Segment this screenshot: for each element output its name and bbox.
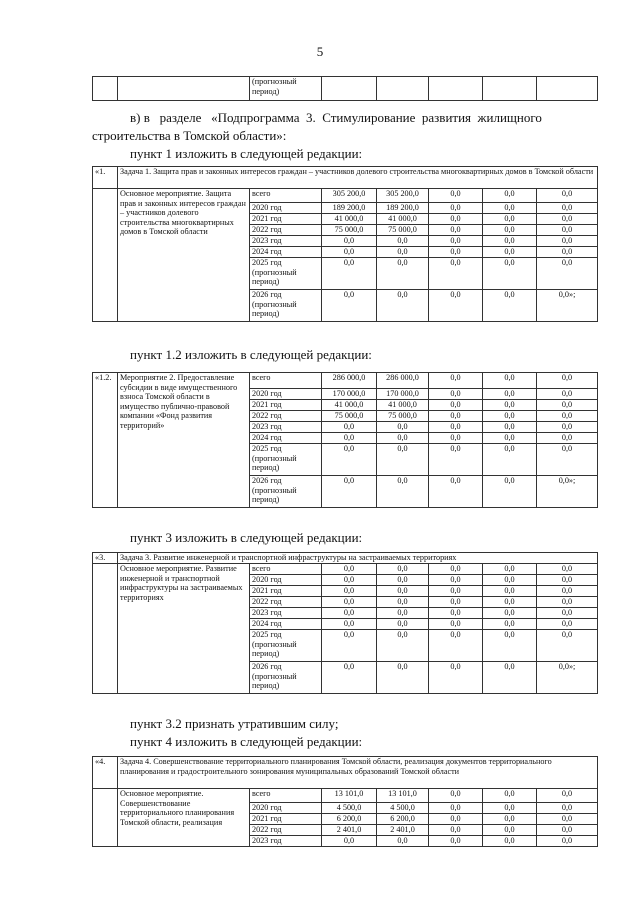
year-cell: 2022 год — [250, 225, 322, 236]
value-cell: 41 000,0 — [377, 214, 429, 225]
item-1-heading: пункт 1 изложить в следующей редакции: — [130, 146, 363, 161]
value-cell: 0,0 — [537, 258, 598, 290]
value-cell: 0,0 — [483, 258, 537, 290]
year-cell: 2020 год — [250, 575, 322, 586]
year-cell: 2021 год — [250, 214, 322, 225]
year-cell: всего — [250, 789, 322, 803]
value-cell: 0,0 — [429, 825, 483, 836]
value-cell: 0,0 — [537, 203, 598, 214]
value-cell: 286 000,0 — [322, 373, 377, 389]
value-cell: 0,0 — [429, 400, 483, 411]
row-number-cell — [93, 189, 118, 322]
measure-description: Основное мероприятие. Защита прав и законных интересов граждан – участников долевого строительства многоквартирных домов в Томской области — [118, 189, 250, 322]
value-cell: 13 101,0 — [322, 789, 377, 803]
value-cell: 305 200,0 — [322, 189, 377, 203]
year-cell: 2025 год (прогнозный период) — [250, 630, 322, 662]
value-cell: 0,0 — [537, 630, 598, 662]
value-cell: 0,0 — [322, 586, 377, 597]
value-cell: 0,0 — [429, 564, 483, 575]
value-cell: 0,0 — [429, 575, 483, 586]
value-cell: 0,0 — [429, 608, 483, 619]
value-cell: 75 000,0 — [322, 411, 377, 422]
value-cell: 0,0»; — [537, 476, 598, 508]
value-cell: 0,0 — [537, 814, 598, 825]
value-cell: 0,0 — [322, 630, 377, 662]
year-cell: 2024 год — [250, 433, 322, 444]
value-cell: 0,0 — [377, 433, 429, 444]
row-number-cell — [93, 789, 118, 847]
year-cell: 2020 год — [250, 203, 322, 214]
value-cell: 0,0 — [429, 389, 483, 400]
year-cell: 2026 год (прогнозный период) — [250, 662, 322, 694]
task-header: Задача 1. Защита прав и законных интересов граждан – участников долевого строительства многоквартирных домов в Томской области — [118, 167, 598, 189]
year-cell: 2023 год — [250, 236, 322, 247]
item-3-heading: пункт 3 изложить в следующей редакции: — [130, 530, 363, 545]
value-cell: 0,0 — [483, 236, 537, 247]
value-cell: 170 000,0 — [377, 389, 429, 400]
value-cell: 75 000,0 — [377, 411, 429, 422]
value-cell: 0,0 — [377, 258, 429, 290]
value-cell: 0,0 — [377, 836, 429, 847]
value-cell: 0,0 — [322, 433, 377, 444]
value-cell: 0,0 — [429, 373, 483, 389]
value-cell: 0,0 — [377, 290, 429, 322]
value-cell: 0,0 — [537, 803, 598, 814]
value-cell: 13 101,0 — [377, 789, 429, 803]
value-cell: 6 200,0 — [322, 814, 377, 825]
value-cell: 0,0 — [537, 189, 598, 203]
value-cell: 0,0 — [537, 236, 598, 247]
value-cell: 0,0 — [483, 290, 537, 322]
row-number: «1. — [93, 167, 118, 189]
value-cell: 0,0 — [322, 836, 377, 847]
value-cell: 0,0 — [322, 290, 377, 322]
year-cell: всего — [250, 189, 322, 203]
year-cell: 2022 год — [250, 825, 322, 836]
value-cell: 0,0 — [483, 214, 537, 225]
value-cell: 0,0 — [483, 662, 537, 694]
value-cell: 0,0 — [483, 422, 537, 433]
value-cell: 0,0 — [322, 564, 377, 575]
year-cell: 2025 год (прогнозный период) — [250, 444, 322, 476]
value-cell: 0,0 — [429, 236, 483, 247]
value-cell: 0,0 — [483, 225, 537, 236]
value-cell: 0,0 — [483, 564, 537, 575]
empty-cell — [537, 77, 598, 101]
measure-description: Мероприятие 2. Предоставление субсидии в виде имущественного взноса Томской области в имущество публично-правовой компании «Фонд развития территорий» — [118, 373, 250, 508]
year-cell: 2021 год — [250, 400, 322, 411]
value-cell: 0,0 — [429, 476, 483, 508]
value-cell: 0,0 — [429, 586, 483, 597]
value-cell: 0,0 — [483, 789, 537, 803]
value-cell: 0,0 — [322, 619, 377, 630]
table-task-4 — [92, 756, 598, 847]
value-cell: 0,0 — [429, 203, 483, 214]
year-cell: 2026 год (прогнозный период) — [250, 290, 322, 322]
year-cell: 2026 год (прогнозный период) — [250, 476, 322, 508]
value-cell: 0,0 — [429, 189, 483, 203]
value-cell: 305 200,0 — [377, 189, 429, 203]
value-cell: 0,0 — [429, 789, 483, 803]
value-cell: 0,0 — [483, 586, 537, 597]
value-cell: 0,0 — [537, 411, 598, 422]
value-cell: 0,0 — [429, 803, 483, 814]
value-cell: 0,0 — [537, 225, 598, 236]
value-cell: 0,0 — [377, 630, 429, 662]
value-cell: 0,0 — [377, 564, 429, 575]
value-cell: 0,0 — [483, 619, 537, 630]
value-cell: 0,0 — [537, 444, 598, 476]
value-cell: 0,0»; — [537, 662, 598, 694]
year-cell: 2023 год — [250, 422, 322, 433]
value-cell: 0,0 — [483, 814, 537, 825]
value-cell: 0,0 — [483, 189, 537, 203]
value-cell: 0,0 — [537, 564, 598, 575]
value-cell: 0,0 — [483, 803, 537, 814]
value-cell: 0,0 — [377, 619, 429, 630]
value-cell: 0,0»; — [537, 290, 598, 322]
value-cell: 0,0 — [322, 662, 377, 694]
value-cell: 0,0 — [322, 236, 377, 247]
value-cell: 0,0 — [429, 630, 483, 662]
value-cell: 41 000,0 — [322, 400, 377, 411]
empty-cell — [377, 77, 429, 101]
table-measure-1-2 — [92, 372, 598, 508]
value-cell: 0,0 — [322, 258, 377, 290]
value-cell: 0,0 — [377, 476, 429, 508]
value-cell: 0,0 — [483, 597, 537, 608]
task-header: Задача 3. Развитие инженерной и транспортной инфраструктуры на застраиваемых территориях — [118, 553, 598, 564]
value-cell: 0,0 — [483, 575, 537, 586]
value-cell: 0,0 — [483, 389, 537, 400]
year-cell: 2025 год (прогнозный период) — [250, 258, 322, 290]
value-cell: 0,0 — [429, 258, 483, 290]
value-cell: 189 200,0 — [322, 203, 377, 214]
value-cell: 0,0 — [537, 214, 598, 225]
value-cell: 0,0 — [537, 422, 598, 433]
value-cell: 41 000,0 — [322, 214, 377, 225]
value-cell: 0,0 — [322, 247, 377, 258]
value-cell: 0,0 — [429, 814, 483, 825]
value-cell: 286 000,0 — [377, 373, 429, 389]
table-task-3 — [92, 552, 598, 694]
year-cell: 2020 год — [250, 389, 322, 400]
value-cell: 0,0 — [322, 597, 377, 608]
empty-cell — [93, 77, 118, 101]
value-cell: 0,0 — [537, 389, 598, 400]
value-cell: 0,0 — [377, 586, 429, 597]
value-cell: 0,0 — [377, 422, 429, 433]
value-cell: 0,0 — [429, 247, 483, 258]
value-cell: 2 401,0 — [377, 825, 429, 836]
top-table — [92, 76, 598, 101]
value-cell: 189 200,0 — [377, 203, 429, 214]
measure-description: Основное мероприятие. Совершенствование территориального планирования Томской области, реализация — [118, 789, 250, 847]
value-cell: 0,0 — [537, 247, 598, 258]
value-cell: 0,0 — [483, 247, 537, 258]
value-cell: 0,0 — [377, 608, 429, 619]
year-cell: 2022 год — [250, 597, 322, 608]
table-row — [93, 564, 598, 575]
value-cell: 0,0 — [537, 575, 598, 586]
value-cell: 0,0 — [429, 290, 483, 322]
year-cell: всего — [250, 373, 322, 389]
value-cell: 0,0 — [429, 597, 483, 608]
value-cell: 2 401,0 — [322, 825, 377, 836]
year-cell: 2023 год — [250, 608, 322, 619]
table-row — [93, 789, 598, 803]
value-cell: 0,0 — [429, 619, 483, 630]
empty-cell — [429, 77, 483, 101]
value-cell: 0,0 — [429, 662, 483, 694]
value-cell: 0,0 — [537, 373, 598, 389]
row-number: «3. — [93, 553, 118, 564]
empty-cell — [483, 77, 537, 101]
row-number-cell — [93, 564, 118, 694]
row-number-cell: «1.2. — [93, 373, 118, 508]
value-cell: 0,0 — [483, 444, 537, 476]
year-cell: 2021 год — [250, 814, 322, 825]
value-cell: 0,0 — [429, 444, 483, 476]
year-cell: 2021 год — [250, 586, 322, 597]
value-cell: 75 000,0 — [377, 225, 429, 236]
period-label: (прогнозный период) — [250, 77, 322, 101]
value-cell: 41 000,0 — [377, 400, 429, 411]
year-cell: 2024 год — [250, 619, 322, 630]
value-cell: 0,0 — [429, 422, 483, 433]
value-cell: 6 200,0 — [377, 814, 429, 825]
value-cell: 0,0 — [322, 608, 377, 619]
value-cell: 0,0 — [322, 444, 377, 476]
value-cell: 0,0 — [377, 247, 429, 258]
value-cell: 4 500,0 — [377, 803, 429, 814]
intro-line-1: в) в разделе «Подпрограмма 3. Стимулирование развития жилищного — [130, 110, 542, 125]
value-cell: 0,0 — [322, 422, 377, 433]
value-cell: 4 500,0 — [322, 803, 377, 814]
value-cell: 0,0 — [483, 433, 537, 444]
year-cell: 2022 год — [250, 411, 322, 422]
measure-description: Основное мероприятие. Развитие инженерной и транспортной инфраструктуры на застраиваемых территориях — [118, 564, 250, 694]
value-cell: 170 000,0 — [322, 389, 377, 400]
value-cell: 0,0 — [537, 789, 598, 803]
value-cell: 0,0 — [483, 836, 537, 847]
value-cell: 0,0 — [377, 575, 429, 586]
item-4-heading: пункт 4 изложить в следующей редакции: — [130, 734, 363, 749]
value-cell: 0,0 — [537, 400, 598, 411]
value-cell: 0,0 — [537, 619, 598, 630]
empty-cell — [322, 77, 377, 101]
value-cell: 0,0 — [483, 608, 537, 619]
value-cell: 0,0 — [377, 662, 429, 694]
item-1-2-heading: пункт 1.2 изложить в следующей редакции: — [130, 347, 372, 362]
value-cell: 0,0 — [377, 444, 429, 476]
value-cell: 0,0 — [483, 411, 537, 422]
value-cell: 0,0 — [429, 214, 483, 225]
value-cell: 0,0 — [537, 597, 598, 608]
value-cell: 0,0 — [429, 836, 483, 847]
value-cell: 0,0 — [537, 433, 598, 444]
year-cell: всего — [250, 564, 322, 575]
value-cell: 75 000,0 — [322, 225, 377, 236]
value-cell: 0,0 — [483, 400, 537, 411]
value-cell: 0,0 — [429, 225, 483, 236]
value-cell: 0,0 — [483, 203, 537, 214]
table-task-1 — [92, 166, 598, 322]
item-3-2-line: пункт 3.2 признать утратившим силу; — [130, 716, 339, 731]
value-cell: 0,0 — [483, 630, 537, 662]
value-cell: 0,0 — [537, 825, 598, 836]
year-cell: 2023 год — [250, 836, 322, 847]
page-number: 5 — [316, 44, 324, 59]
task-header: Задача 4. Совершенствование территориального планирования Томской области, реализация документов территориального планирования и градостроительного зонирования муниципальных образований Томской области — [118, 757, 598, 789]
value-cell: 0,0 — [537, 836, 598, 847]
value-cell: 0,0 — [537, 586, 598, 597]
empty-cell — [118, 77, 250, 101]
row-number: «4. — [93, 757, 118, 789]
year-cell: 2020 год — [250, 803, 322, 814]
value-cell: 0,0 — [537, 608, 598, 619]
value-cell: 0,0 — [322, 575, 377, 586]
intro-line-2: строительства в Томской области»: — [92, 128, 287, 143]
value-cell: 0,0 — [429, 433, 483, 444]
value-cell: 0,0 — [483, 476, 537, 508]
value-cell: 0,0 — [429, 411, 483, 422]
table-row — [93, 189, 598, 203]
value-cell: 0,0 — [483, 373, 537, 389]
year-cell: 2024 год — [250, 247, 322, 258]
table-row — [93, 373, 598, 389]
value-cell: 0,0 — [377, 236, 429, 247]
value-cell: 0,0 — [483, 825, 537, 836]
value-cell: 0,0 — [322, 476, 377, 508]
value-cell: 0,0 — [377, 597, 429, 608]
